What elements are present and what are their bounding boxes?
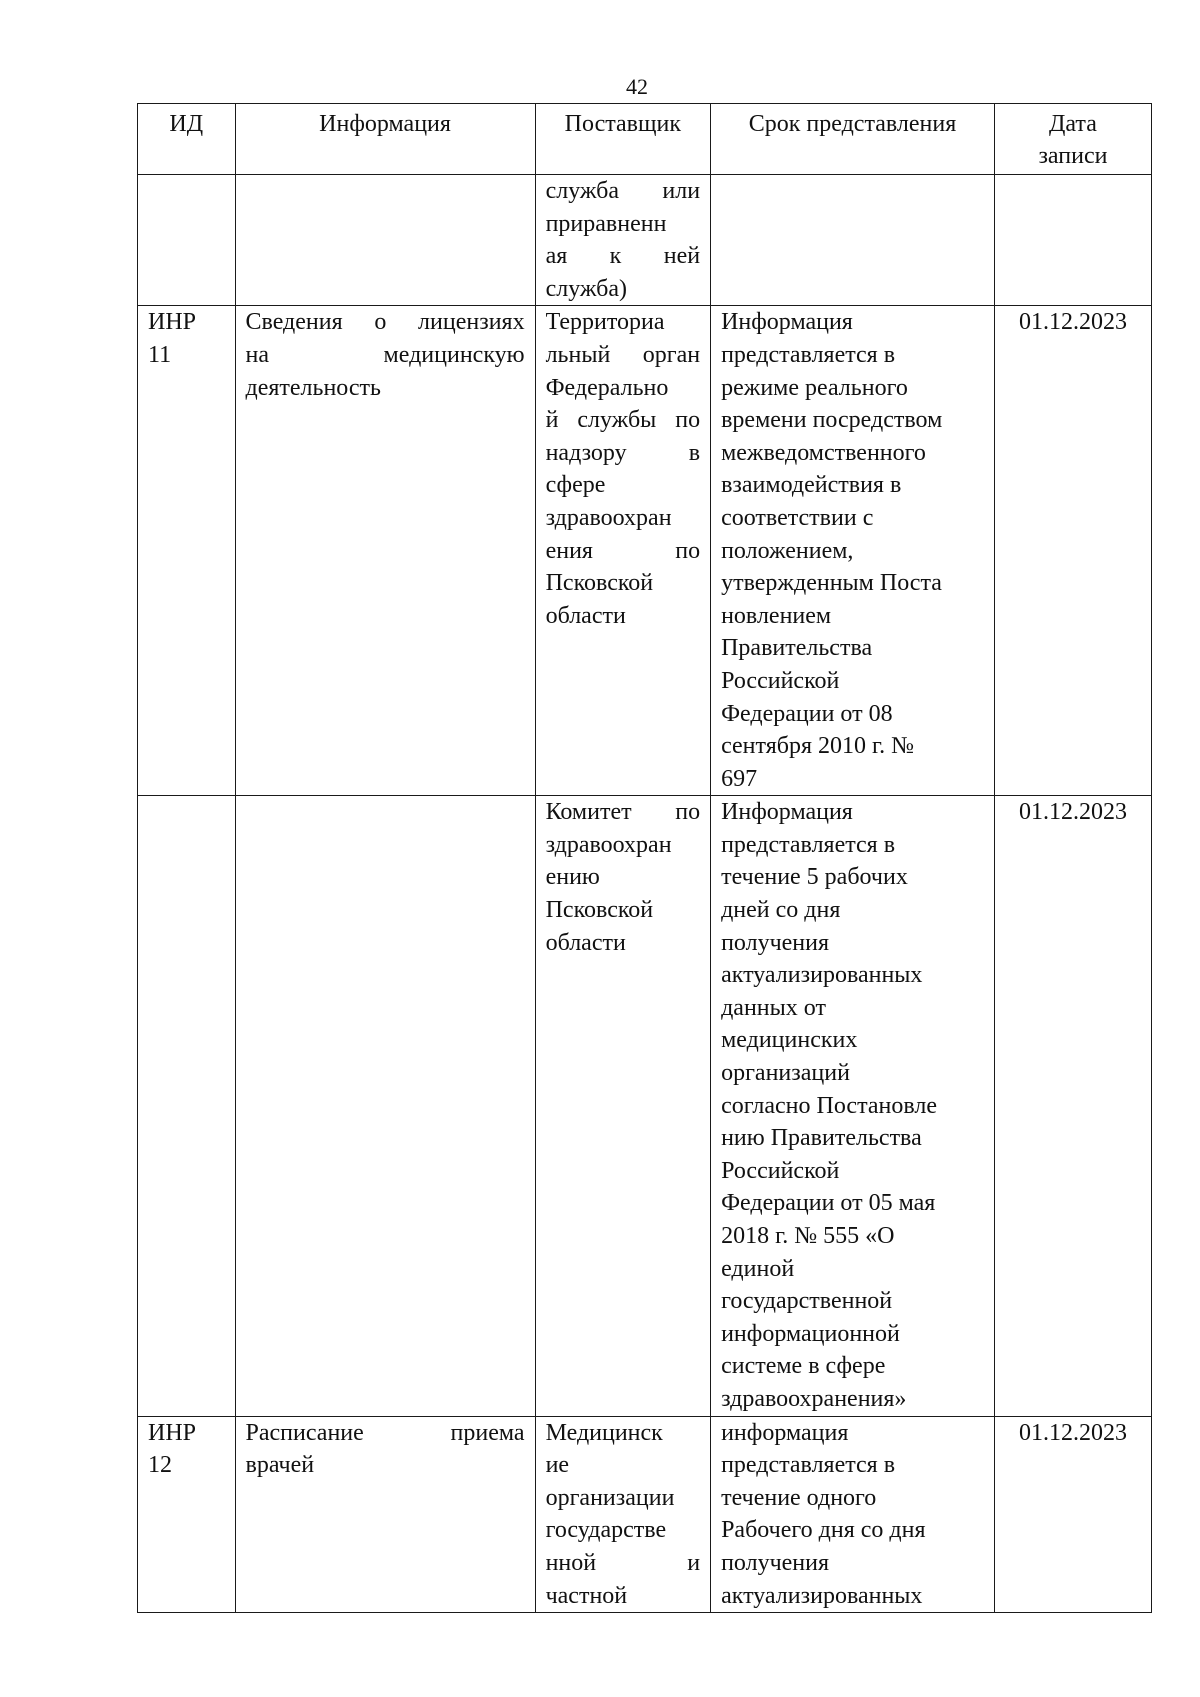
- cell-term-line: Рабочего дня со дня: [721, 1517, 926, 1544]
- cell-term: [711, 175, 995, 306]
- cell-term-line: представляется в: [721, 1452, 896, 1479]
- cell-info-line: Расписание приема: [245, 1419, 525, 1446]
- cell-info-line: врачей: [245, 1452, 315, 1479]
- header-supplier: Поставщик: [535, 104, 711, 175]
- cell-term-line: единой: [721, 1255, 795, 1282]
- cell-term-line: получения: [721, 1549, 830, 1576]
- cell-term-line: организаций: [721, 1060, 850, 1087]
- cell-supplier-line: здравоохран: [545, 504, 672, 531]
- cell-supplier-line: служба): [545, 275, 628, 302]
- cell-id: [138, 306, 236, 796]
- cell-term-line: течение одного: [721, 1484, 877, 1511]
- table-header-row: [138, 104, 1152, 175]
- registry-table: [137, 103, 1152, 1613]
- cell-info-line: деятельность: [245, 374, 381, 401]
- cell-supplier-line: сфере: [545, 472, 606, 499]
- cell-supplier-line: государстве: [545, 1517, 667, 1544]
- cell-info-line: Сведения о лицензиях: [245, 309, 525, 336]
- cell-id: [138, 796, 236, 1416]
- cell-id: [138, 1416, 236, 1613]
- cell-term-line: государственной: [721, 1288, 893, 1315]
- table-row: [138, 796, 1152, 1416]
- cell-supplier-line: ая к ней: [545, 243, 701, 270]
- cell-supplier-line: приравненн: [545, 210, 667, 237]
- cell-term-line: Российской: [721, 1157, 840, 1184]
- cell-info-line: на медицинскую: [245, 341, 525, 368]
- table-row: [138, 1416, 1152, 1613]
- cell-supplier-line: Псковской: [545, 897, 654, 924]
- cell-term-line: Федерации от 05 мая: [721, 1190, 936, 1217]
- cell-supplier-line: служба или: [545, 178, 701, 204]
- page-number: 42: [626, 74, 648, 99]
- cell-term-line: данных от: [721, 994, 826, 1021]
- cell-id-line: 11: [148, 341, 172, 368]
- cell-supplier: [535, 306, 711, 796]
- table-row: [138, 175, 1152, 306]
- cell-supplier-line: области: [545, 602, 626, 629]
- cell-term-line: Федерации от 08: [721, 700, 893, 727]
- cell-supplier-line: частной: [545, 1582, 628, 1609]
- cell-term-line: течение 5 рабочих: [721, 864, 908, 891]
- cell-term-line: Российской: [721, 667, 840, 694]
- cell-term-line: Информация: [721, 309, 853, 336]
- cell-supplier-line: Комитет по: [545, 799, 701, 826]
- cell-term-line: представляется в: [721, 341, 896, 368]
- cell-info: [235, 306, 535, 796]
- cell-supplier-line: й службы по: [545, 407, 701, 434]
- cell-id-line: 12: [148, 1452, 172, 1479]
- cell-supplier-line: надзору в: [545, 439, 701, 466]
- cell-supplier-line: льный орган: [545, 341, 701, 368]
- cell-date: 01.12.2023: [994, 1416, 1151, 1613]
- cell-supplier: [535, 1416, 711, 1613]
- cell-supplier-line: ения по: [545, 537, 701, 564]
- cell-supplier-line: Псковской: [545, 570, 654, 597]
- header-id: ИД: [138, 104, 236, 175]
- cell-supplier-line: нной и: [545, 1549, 701, 1576]
- cell-term-line: новлением: [721, 602, 832, 629]
- table-row: [138, 306, 1152, 796]
- cell-info: [235, 796, 535, 1416]
- header-term: Срок представления: [711, 104, 995, 175]
- cell-id-line: ИНР: [148, 1419, 197, 1446]
- cell-term-line: соответствии с: [721, 504, 874, 531]
- header-date: [994, 104, 1151, 175]
- cell-term-line: медицинских: [721, 1027, 858, 1054]
- cell-term-line: информация: [721, 1419, 849, 1446]
- cell-term-line: времени посредством: [721, 407, 943, 434]
- cell-supplier: [535, 175, 711, 306]
- cell-term-line: 2018 г. № 555 «О: [721, 1223, 895, 1249]
- cell-term-line: Правительства: [721, 635, 873, 662]
- cell-supplier-line: Медицинск: [545, 1419, 663, 1446]
- cell-term-line: согласно Постановле: [721, 1092, 937, 1119]
- cell-term-line: положением,: [721, 537, 854, 564]
- cell-supplier-line: здравоохран: [545, 831, 672, 858]
- cell-term-line: актуализированных: [721, 962, 923, 989]
- cell-term-line: взаимодействия в: [721, 472, 902, 499]
- cell-info: [235, 175, 535, 306]
- cell-supplier-line: Территориа: [545, 309, 665, 336]
- cell-term-line: получения: [721, 929, 830, 956]
- cell-term-line: нию Правительства: [721, 1125, 922, 1152]
- header-date-line2: записи: [1038, 143, 1108, 169]
- header-info: Информация: [235, 104, 535, 175]
- cell-date: 01.12.2023: [994, 796, 1151, 1416]
- cell-date: [994, 175, 1151, 306]
- cell-id-line: ИНР: [148, 309, 197, 336]
- cell-date: 01.12.2023: [994, 306, 1151, 796]
- table-body: [138, 175, 1152, 1613]
- cell-term-line: дней со дня: [721, 897, 841, 924]
- cell-term-line: утвержденным Поста: [721, 570, 942, 597]
- cell-term-line: межведомственного: [721, 439, 926, 466]
- cell-term: [711, 796, 995, 1416]
- cell-info: [235, 1416, 535, 1613]
- cell-term-line: представляется в: [721, 831, 896, 858]
- cell-term-line: Информация: [721, 799, 853, 826]
- cell-id: [138, 175, 236, 306]
- cell-term-line: сентября 2010 г. №: [721, 733, 915, 760]
- cell-term-line: 697: [721, 765, 758, 792]
- cell-term: [711, 306, 995, 796]
- cell-supplier-line: области: [545, 929, 626, 956]
- cell-supplier-line: ие: [545, 1452, 570, 1479]
- header-date-line1: Дата: [1049, 111, 1097, 137]
- cell-term-line: информационной: [721, 1320, 900, 1347]
- cell-term-line: системе в сфере: [721, 1353, 886, 1380]
- cell-supplier-line: организации: [545, 1484, 675, 1511]
- cell-term-line: актуализированных: [721, 1582, 923, 1609]
- cell-term: [711, 1416, 995, 1613]
- cell-term-line: здравоохранения»: [721, 1385, 907, 1412]
- cell-supplier-line: Федерально: [545, 374, 669, 401]
- cell-supplier: [535, 796, 711, 1416]
- cell-term-line: режиме реального: [721, 374, 908, 401]
- cell-supplier-line: ению: [545, 864, 600, 891]
